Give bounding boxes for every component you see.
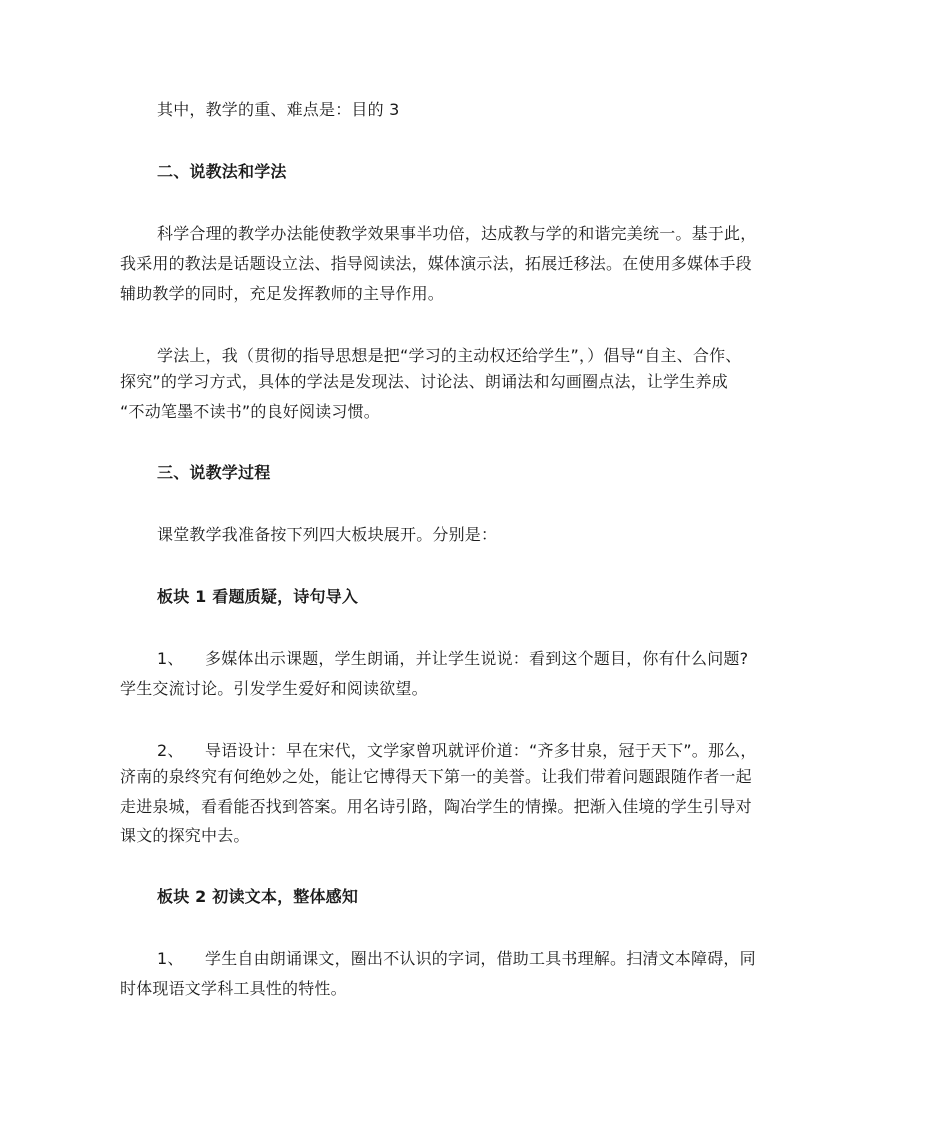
heading-block-1: 板块 1 看题质疑，诗句导入 — [157, 587, 359, 606]
heading-block-2: 板块 2 初读文本，整体感知 — [157, 887, 359, 906]
paragraph-learning-method-line-2: 探究”的学习方式，具体的学法是发现法、讨论法、朗诵法和勾画圈点法，让学生养成 — [120, 372, 728, 391]
paragraph-learning-method-line-1: 学法上，我（贯彻的指导思想是把“学习的主动权还给学生”，）倡导“自主、合作、 — [157, 346, 742, 365]
list-item-1-2-line-2: 济南的泉终究有何绝妙之处，能让它博得天下第一的美誉。让我们带着问题跟随作者一起 — [120, 767, 752, 786]
paragraph-teaching-method-line-2: 我采用的教法是话题设立法、指导阅读法，媒体演示法，拓展迁移法。在使用多媒体手段 — [120, 254, 752, 273]
heading-teaching-process: 三、说教学过程 — [157, 463, 271, 482]
paragraph-teaching-method-line-3: 辅助教学的同时，充足发挥教师的主导作用。 — [120, 284, 445, 303]
list-item-number: 1、 — [157, 949, 184, 968]
list-item-text: 多媒体出示课题，学生朗诵，并让学生说说：看到这个题目，你有什么问题? — [205, 649, 749, 668]
heading-teaching-methods: 二、说教法和学法 — [157, 162, 287, 181]
list-item-2-1-line-2: 时体现语文学科工具性的特性。 — [120, 979, 347, 998]
paragraph-four-blocks: 课堂教学我准备按下列四大板块展开。分别是： — [157, 525, 498, 544]
list-item-number: 2、 — [157, 741, 184, 760]
list-item-1-2-line-4: 课文的探究中去。 — [120, 826, 250, 845]
paragraph-teaching-method-line-1: 科学合理的教学办法能使教学效果事半功倍，达成教与学的和谐完美统一。基于此， — [157, 224, 757, 243]
list-item-text: 导语设计：早在宋代，文学家曾巩就评价道：“齐多甘泉，冠于天下”。那么， — [205, 741, 757, 760]
paragraph-key-points: 其中，教学的重、难点是：目的 3 — [157, 100, 400, 119]
list-item-number: 1、 — [157, 649, 184, 668]
paragraph-learning-method-line-3: “不动笔墨不读书”的良好阅读习惯。 — [120, 402, 380, 421]
list-item-1-2-line-3: 走进泉城，看看能否找到答案。用名诗引路，陶冶学生的情操。把渐入佳境的学生引导对 — [120, 797, 752, 816]
list-item-2-1-line-1 — [157, 944, 756, 974]
list-item-1-1-line-1 — [157, 644, 748, 674]
list-item-1-1-line-2: 学生交流讨论。引发学生爱好和阅读欲望。 — [120, 679, 428, 698]
list-item-text: 学生自由朗诵课文，圈出不认识的字词，借助工具书理解。扫清文本障碍，同 — [205, 949, 756, 968]
